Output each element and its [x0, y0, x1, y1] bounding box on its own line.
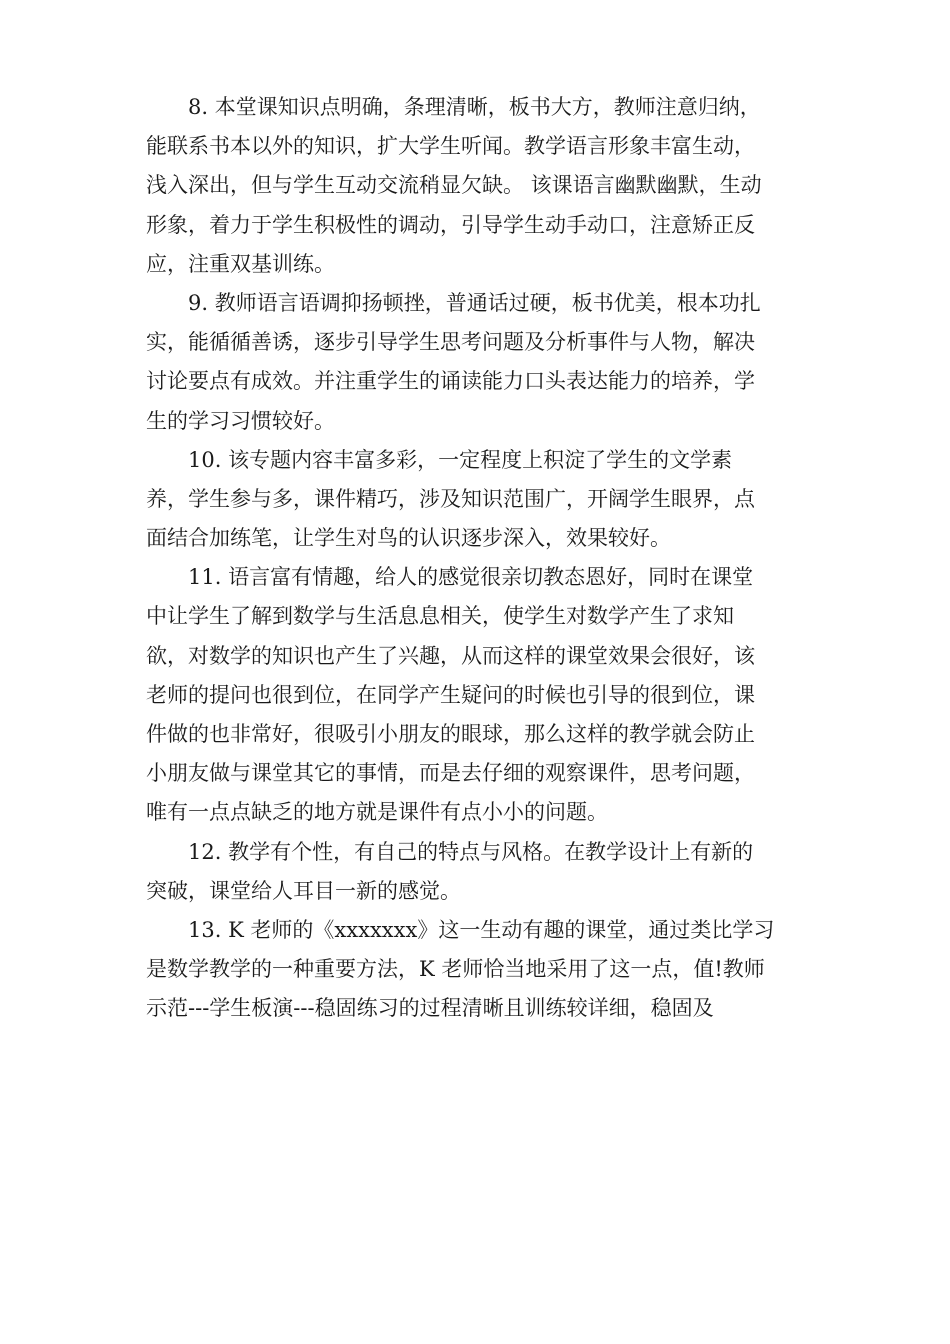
text-line: 9. 教师语言语调抑扬顿挫，普通话过硬，板书优美，根本功扎 [188, 290, 761, 315]
text-line: 应，注重双基训练。 [146, 251, 335, 276]
text-line: 唯有一点点缺乏的地方就是课件有点小小的问题。 [146, 800, 608, 825]
text-line: 是数学教学的一种重要方法，K 老师恰当地采用了这一点，值!教师 [146, 957, 765, 982]
text-line: 实，能循循善诱，逐步引导学生思考问题及分析事件与人物，解决 [146, 330, 755, 355]
text-line: 生的学习习惯较好。 [146, 408, 335, 433]
text-line: 12. 教学有个性，有自己的特点与风格。在教学设计上有新的 [188, 839, 754, 864]
text-line: 中让学生了解到数学与生活息息相关，使学生对数学产生了求知 [146, 604, 734, 629]
paragraph-11 [146, 558, 806, 832]
paragraph-13 [146, 911, 806, 1029]
text-line: 13. K 老师的《xxxxxxx》这一生动有趣的课堂，通过类比学习 [188, 917, 775, 942]
text-line: 欲，对数学的知识也产生了兴趣，从而这样的课堂效果会很好，该 [146, 643, 755, 668]
text-line: 老师的提问也很到位，在同学产生疑问的时候也引导的很到位，课 [146, 682, 755, 707]
text-line: 形象，着力于学生积极性的调动，引导学生动手动口，注意矫正反 [146, 212, 755, 237]
text-line: 示范---学生板演---稳固练习的过程清晰且训练较详细，稳固及 [146, 996, 714, 1021]
text-line: 讨论要点有成效。并注重学生的诵读能力口头表达能力的培养，学 [146, 369, 755, 394]
text-line: 突破，课堂给人耳目一新的感觉。 [146, 878, 461, 903]
text-line: 面结合加练笔，让学生对鸟的认识逐步深入，效果较好。 [146, 526, 671, 551]
text-line: 浅入深出，但与学生互动交流稍显欠缺。 该课语言幽默幽默，生动 [146, 173, 762, 198]
text-line: 8. 本堂课知识点明确，条理清晰，板书大方，教师注意归纳， [188, 95, 761, 119]
paragraph-12 [146, 833, 806, 911]
paragraph-9 [146, 284, 806, 441]
text-line: 10. 该专题内容丰富多彩，一定程度上积淀了学生的文学素 [188, 447, 733, 472]
text-line: 养，学生参与多，课件精巧，涉及知识范围广，开阔学生眼界，点 [146, 486, 755, 511]
text-line: 11. 语言富有情趣，给人的感觉很亲切教态恩好，同时在课堂 [188, 565, 754, 590]
paragraph-8 [146, 88, 806, 284]
document-body [146, 88, 806, 1029]
paragraph-10 [146, 441, 806, 559]
text-line: 能联系书本以外的知识，扩大学生听闻。教学语言形象丰富生动， [146, 134, 755, 159]
text-line: 件做的也非常好，很吸引小朋友的眼球，那么这样的教学就会防止 [146, 722, 755, 746]
text-line: 小朋友做与课堂其它的事情，而是去仔细的观察课件，思考问题， [146, 761, 755, 786]
